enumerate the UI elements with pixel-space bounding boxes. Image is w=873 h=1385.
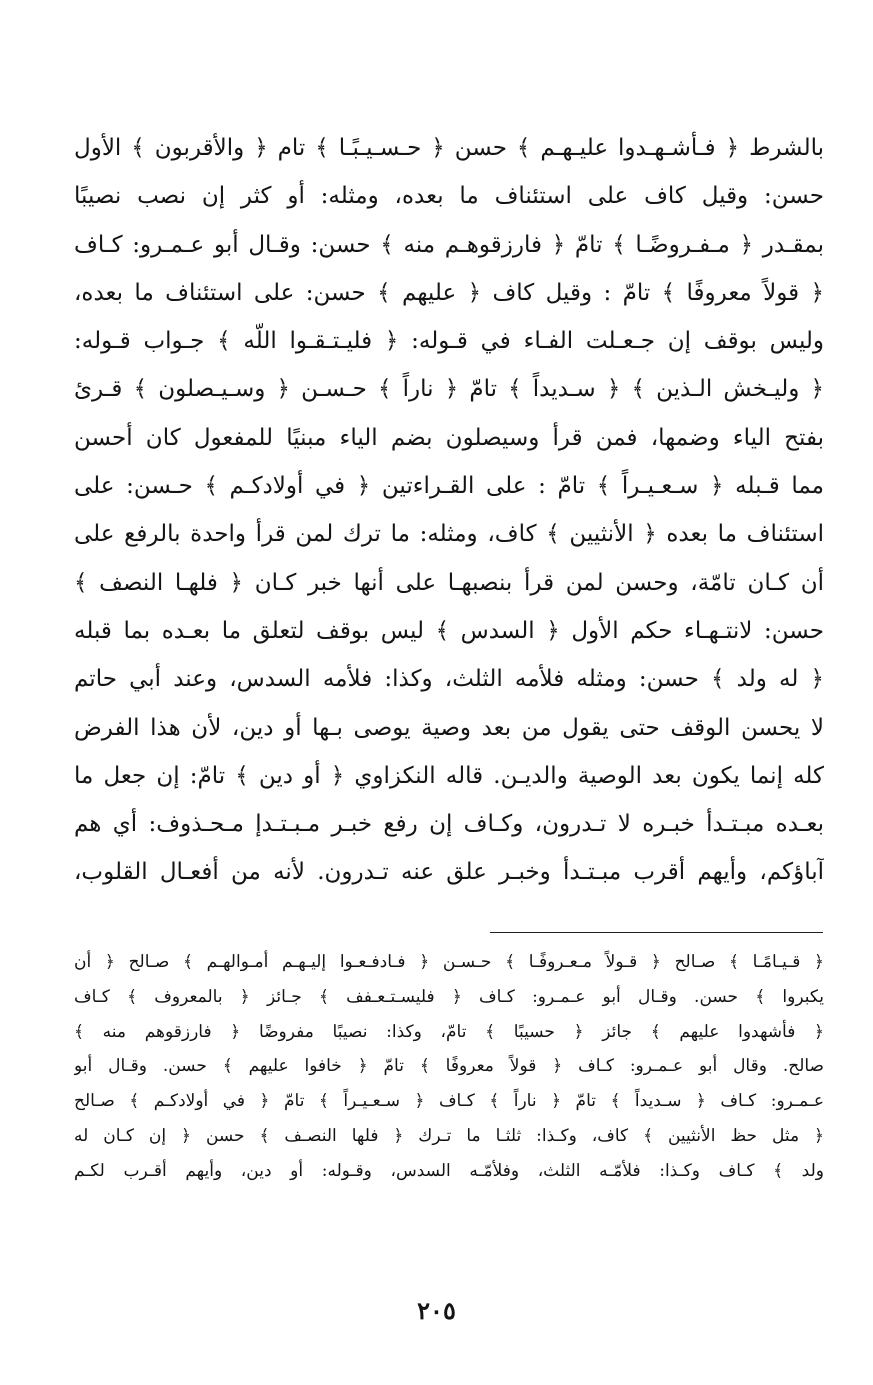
main-text-line: كله إنما يكون بعد الوصية والديـن. قاله النكزاوي ﴿ أو دين ﴾ تامّ: إن جعل ما: [74, 762, 824, 789]
footnote-line: عـمـرو: كـاف ﴿ سـديداً ﴾ تامّ ﴿ ناراً ﴾ كـاف ﴿ سـعـيـراً ﴾ تامّ ﴿ في أولادكـم ﴾ صـالح: [74, 1091, 824, 1112]
footnote-line: يكبروا ﴾ حسن. وقـال أبو عـمـرو: كـاف ﴿ فليسـتـعـفف ﴾ جـائز ﴿ بالمعروف ﴾ كـاف: [74, 986, 824, 1007]
main-text-line: وليس بوقف إن جـعـلت الفـاء في قـوله: ﴿ فليـتـقـوا اللّه ﴾ جـواب قـوله:: [74, 328, 824, 355]
footnotes-block: [74, 947, 824, 1191]
main-text-line: بفتح الياء وضمها، فمن قرأ وسيصلون بضم الياء مبنيًا للمفعول كان أحسن: [74, 424, 824, 451]
main-text-line: ﴿ له ولد ﴾ حسن: ومثله فلأمه الثلث، وكذا: فلأمه السدس، وعند أبي حاتم: [74, 666, 824, 693]
main-text-line: مما قـبله ﴿ سـعـيـراً ﴾ تامّ : على القـراءتين ﴿ في أولادكـم ﴾ حـسن: على: [74, 473, 824, 500]
footnote-line: ﴿ فأشهدوا عليهم ﴾ جائز ﴿ حسيبًا ﴾ تامّ، وكذا: نصيبًا مفروضًا ﴿ فارزقوهم منه ﴾: [74, 1021, 824, 1042]
main-text-line: بالشرط ﴿ فـأشـهـدوا عليـهـم ﴾ حسن ﴿ حـسـيـبًـا ﴾ تام ﴿ والأقربون ﴾ الأول: [74, 135, 824, 161]
main-text-line: بعـده مبـتـدأ خبـره لا تـدرون، وكـاف إن رفع خبـر مـبـتـدإ مـحـذوف: أي هم: [74, 811, 824, 838]
footnote-line: ولد ﴾ كـاف وكـذا: فلأمّـه الثلث، وفلأمّـه السدس، وقـوله: أو دين، وأيهم أقـرب لكـم: [74, 1160, 824, 1181]
main-text-line: بمقـدر ﴿ مـفـروضًـا ﴾ تامّ ﴿ فارزقوهـم منه ﴾ حسن: وقـال أبو عـمـرو: كـاف: [74, 231, 824, 258]
footnote-line: ﴿ قـيـامًـا ﴾ صـالح ﴿ قـولاً مـعـروفًـا ﴾ حـسـن ﴿ فـادفـعـوا إليـهـم أمـوالهـم ﴾ صـالح ﴿ أن: [74, 952, 824, 972]
main-text-line: لا يحسن الوقف حتى يقول من بعد وصية يوصى بـها أو دين، لأن هذا الفرض: [74, 714, 824, 741]
footnote-line: صالح. وقال أبو عـمـرو: كـاف ﴿ قولاً معروفًا ﴾ تامّ ﴿ خافوا عليهم ﴾ حسن. وقـال أبو: [74, 1056, 824, 1077]
main-text-line: حسن: لانتـهـاء حكم الأول ﴿ السدس ﴾ ليس بوقف لتعلق ما بعـده بما قبله: [74, 617, 824, 644]
main-text-block: [74, 128, 824, 901]
footnote-divider: [490, 932, 823, 933]
main-text-line: ﴿ قولاً معروفًا ﴾ تامّ : وقيل كاف ﴿ عليهم ﴾ حسن: على استئناف ما بعده،: [74, 279, 824, 306]
main-text-line: ﴿ وليـخش الـذين ﴾ ﴿ سـديداً ﴾ تامّ ﴿ ناراً ﴾ حـسـن ﴿ وسـيـصلون ﴾ قـرئ: [74, 376, 824, 403]
main-text-line: آباؤكم، وأيهم أقرب مبـتـدأ وخبـر علق عنه تـدرون. لأنه من أفعـال القلوب،: [74, 859, 824, 886]
main-text-line: أن كـان تامّة، وحسن لمن قرأ بنصبهـا على أنها خبر كـان ﴿ فلهـا النصف ﴾: [74, 569, 824, 596]
page-number: ٢٠٥: [417, 1296, 456, 1325]
footnote-line: ﴿ مثل حظ الأنثيين ﴾ كاف، وكـذا: ثلثـا ما تـرك ﴿ فلها النصـف ﴾ حسن ﴿ إن كـان له: [74, 1125, 824, 1146]
main-text-line: استئناف ما بعده ﴿ الأنثيين ﴾ كاف، ومثله: ما ترك لمن قرأ واحدة بالرفع على: [74, 521, 824, 548]
main-text-line: حسن: وقيل كاف على استئناف ما بعده، ومثله: أو كثر إن نصب نصيبًا: [74, 183, 824, 210]
